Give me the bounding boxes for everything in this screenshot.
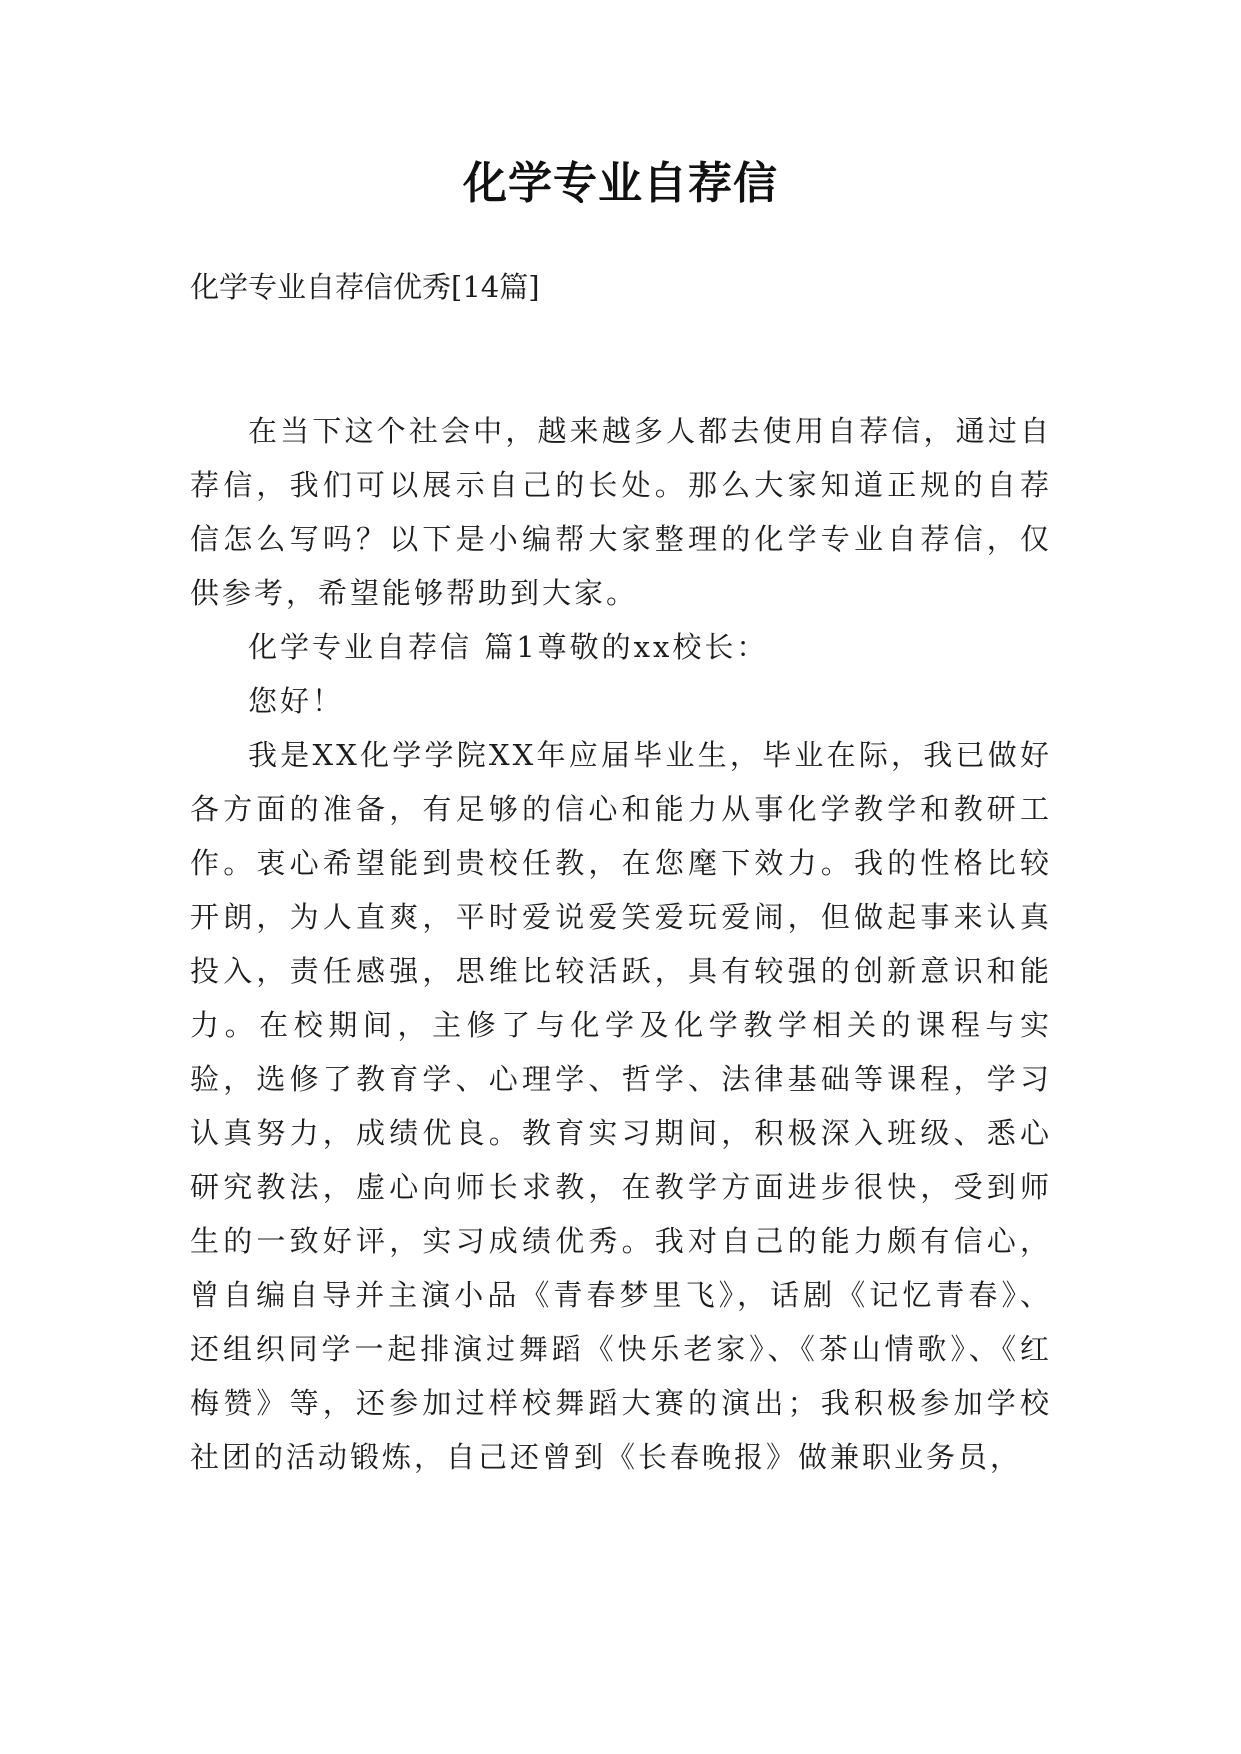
letter-body-paragraph: 我是XX化学学院XX年应届毕业生，毕业在际，我已做好各方面的准备，有足够的信心和能力从事化学教学和教研工作。衷心希望能到贵校任教，在您麾下效力。我的性格比较开朗，为人直爽，平时爱说爱笑爱玩爱闹，但做起事来认真投入，责任感强，思维比较活跃，具有较强的创新意识和能力。在校期间，主修了与化学及化学教学相关的课程与实验，选修了教育学、心理学、哲学、法律基础等课程，学习认真努力，成绩优良。教育实习期间，积极深入班级、悉心研究教法，虚心向师长求教，在教学方面进步很快，受到师生的一致好评，实习成绩优秀。我对自己的能力颇有信心，曾自编自导并主演小品《青春梦里飞》，话剧《记忆青春》、还组织同学一起排演过舞蹈《快乐老家》、《茶山情歌》、《红梅赞》等，还参加过样校舞蹈大赛的演出；我积极参加学校社团的活动锻炼，自己还曾到《长春晚报》做兼职业务员， (190, 738, 1052, 1474)
letter-heading: 化学专业自荐信 篇1尊敬的xx校长： (248, 630, 769, 664)
document-subtitle: 化学专业自荐信优秀[14篇] (190, 270, 540, 304)
document-body (190, 404, 1052, 1484)
letter-greeting: 您好！ (248, 684, 345, 718)
intro-paragraph: 在当下这个社会中，越来越多人都去使用自荐信，通过自荐信，我们可以展示自己的长处。那么大家知道正规的自荐信怎么写吗？以下是小编帮大家整理的化学专业自荐信，仅供参考，希望能够帮助到大家。 (190, 414, 1052, 610)
document-title: 化学专业自荐信 (463, 158, 778, 209)
